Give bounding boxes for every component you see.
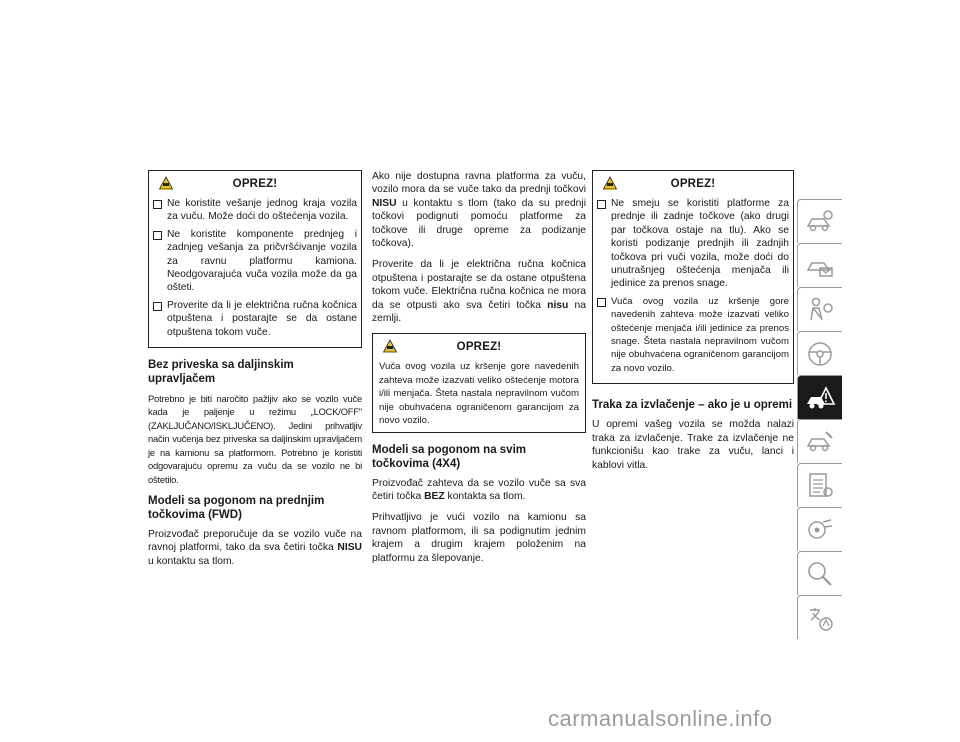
tab-specifications[interactable] — [797, 463, 842, 507]
paragraph-fwd-models: Proizvođač preporučuje da se vozilo vuče na ravnoj platformi, tako da sva četiri točka NISU u kontaktu sa tlom. — [148, 528, 362, 567]
caution-box-suspension — [148, 170, 362, 348]
caution-item: Ne smeju se koristiti platforme za prednje ili zadnje točkove (ako drugi par točkova ostaje na tlu). Ako se koristi podizanje prednjih ili zadnjih točkova pri vuči vozila, može doći do unutrašnjeg oštećenja menjača ili jedinice za prenos snage. — [597, 197, 789, 291]
caution-box-dollies — [592, 170, 794, 384]
caution-item: Ne koristite vešanje jednog kraja vozila za vuču. Može doći do oštećenja vozila. — [153, 197, 357, 224]
bullet-square-icon — [597, 298, 606, 307]
tab-multimedia[interactable] — [797, 507, 842, 551]
caution-header — [597, 171, 789, 195]
heading-recovery-strap: Traka za izvlačenje – ako je u opremi — [592, 399, 793, 412]
paragraph-4x4-requirement: Proizvođač zahteva da se vozilo vuče sa sva četiri točka BEZ kontakta sa tlom. — [372, 477, 586, 502]
bullet-square-icon — [153, 302, 162, 311]
language-icon — [804, 602, 836, 634]
warning-car-icon — [159, 176, 173, 190]
seatbelt-airbag-icon — [804, 294, 836, 326]
specifications-list-icon — [804, 470, 836, 502]
column-right — [592, 170, 794, 480]
warning-car-icon — [383, 339, 397, 353]
tab-language[interactable] — [797, 595, 842, 639]
tab-search-index[interactable] — [797, 551, 842, 595]
steering-wheel-icon — [804, 338, 836, 370]
caution-title: OPREZ! — [456, 341, 502, 354]
chapter-tabs — [797, 199, 842, 639]
warning-triangle-car-icon — [804, 382, 836, 414]
caution-title: OPREZ! — [670, 178, 716, 190]
column-middle — [372, 170, 586, 573]
tab-car-info[interactable] — [797, 199, 842, 243]
watermark: carmanualsonline.info — [548, 706, 773, 731]
tab-car-service[interactable] — [797, 419, 842, 463]
caution-item: Proverite da li je električna ručna kočnica otpuštena i postarajte se da ostane otpuštena tokom vuče. — [153, 299, 357, 339]
multimedia-icon — [804, 514, 836, 546]
caution-header — [153, 171, 357, 195]
column-left — [148, 170, 362, 576]
caution-item: Ne koristite komponente prednjeg i zadnjeg vešanja za pričvršćivanje vozila za ravnu platformu kamiona. Neodgovarajuća vuča vozila može da ga ošteti. — [153, 228, 357, 295]
caution-title: OPREZ! — [232, 178, 278, 190]
tab-emergency[interactable] — [797, 375, 842, 419]
bullet-square-icon — [153, 231, 162, 240]
tab-dashboard-lights[interactable] — [797, 243, 842, 287]
caution-header — [377, 334, 581, 358]
heading-fwd-models: Modeli sa pogonom na prednjim točkovima (FWD) — [148, 494, 325, 521]
caution-text: Vuča ovog vozila uz kršenje gore navedenih zahteva može izazvati veliko oštećenje motora i/ili menjača. Šteta nastala nepravilnom vučom nije obuhvaćena ograničenom garancijom za novo vozilo. — [379, 361, 579, 427]
tab-steering-wheel[interactable] — [797, 331, 842, 375]
dashboard-lights-icon — [804, 250, 836, 282]
search-index-icon — [804, 558, 836, 590]
heading-no-key-fob: Bez priveska sa daljinskim upravljačem — [148, 359, 294, 386]
car-service-icon — [804, 426, 836, 458]
heading-4x4-models: Modeli sa pogonom na svim točkovima (4X4) — [372, 443, 526, 470]
paragraph-no-key-fob: Potrebno je biti naročito pažljiv ako se vozilo vuče kada je paljenje u režimu „LOCK/OFF" (ZAKLJUČANO/ISKLJUČENO). Jedini prihvatljiv način vučenja bez priveska sa daljinskim upravljačem je na kamionu sa platformom. Potrebno je koristiti odgovarajuću opremu za vuču da se vozilo ne bi oštetilo. — [148, 393, 362, 485]
warning-car-icon — [603, 176, 617, 190]
paragraph-flatbed-unavailable: Ako nije dostupna ravna platforma za vuču, vozilo mora da se vuče tako da prednji točkovi NISU u kontaktu s tlom (tako da su prednji točkovi podignuti pomoću platforme za točkove ili druge opreme za podizanje točkova). — [372, 171, 586, 250]
car-info-icon — [804, 206, 836, 238]
paragraph-4x4-acceptable: Prihvatljivo je vući vozilo na kamionu sa ravnom platformom, ili sa podignutim jednim krajem a drugim krajem položenim na platformu za šlepovanje. — [372, 512, 586, 564]
tab-seatbelt-airbag[interactable] — [797, 287, 842, 331]
bullet-square-icon — [153, 200, 162, 209]
bullet-square-icon — [597, 200, 606, 209]
caution-item: Vuča ovog vozila uz kršenje gore navedenih zahteva može izazvati veliko oštećenje menjača i/ili jedinice za prenos snage. Šteta nastala nepravilnom vučom nije obuhvaćena ograničenom garancijom za novo vozilo. — [597, 295, 789, 375]
paragraph-recovery-strap: U opremi vašeg vozila se možda nalazi traka za izvlačenje. Trake za izvlačenje ne funkcionišu kao trake za vuču, lanci i kablovi vitla. — [592, 419, 794, 471]
paragraph-parking-brake: Proverite da li je električna ručna kočnica otpuštena i postarajte se da ostane otpuštena tokom vuče. Električna ručna kočnica ne mora da se otpusti ako sva četiri točka nisu na zemlji. — [372, 259, 586, 325]
caution-box-engine-damage — [372, 333, 586, 432]
